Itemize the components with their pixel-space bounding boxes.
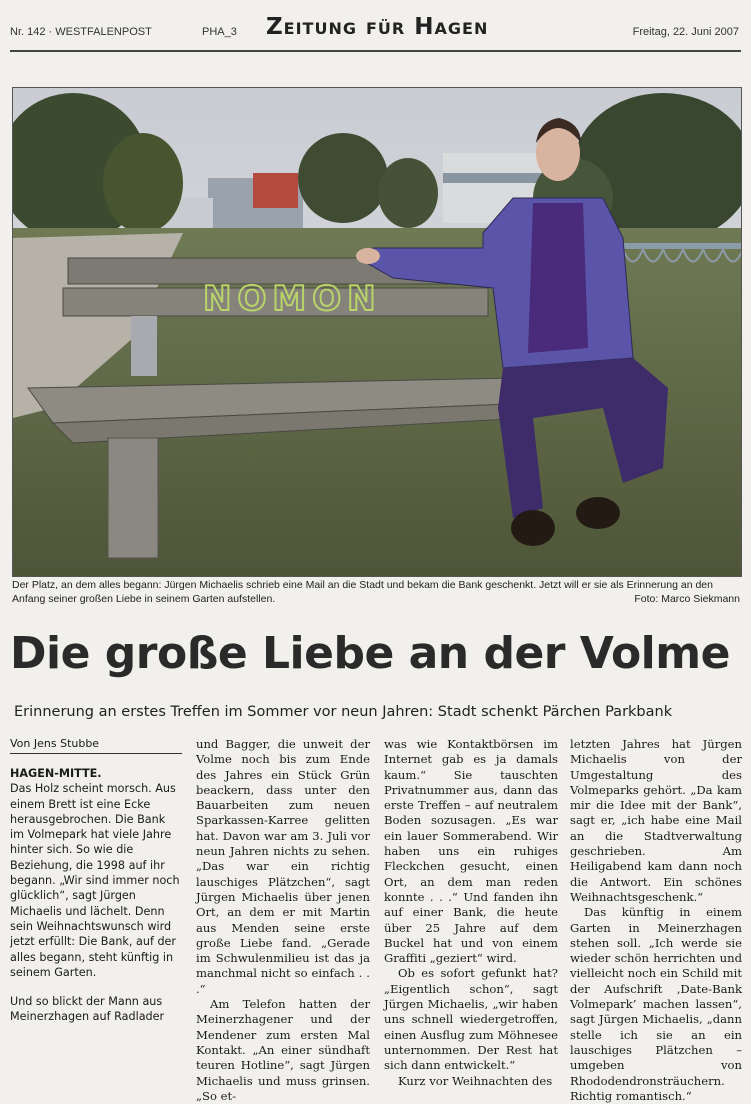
byline: Von Jens Stubbe — [10, 737, 182, 754]
article-photo — [12, 87, 742, 577]
photo-caption — [12, 578, 740, 606]
dateline: HAGEN-MITTE. — [10, 767, 102, 780]
issue-number: Nr. 142 · WESTFALENPOST — [10, 26, 152, 38]
bench-graffiti: NOMON — [203, 279, 382, 319]
paragraph: Kurz vor Weihnachten des — [398, 1073, 553, 1088]
newspaper-header — [0, 0, 751, 56]
paragraph: letzten Jahres hat Jürgen Michaelis von der Umgestaltung des Volmeparks gehört. „Da kam mir die Idee mit der Bank“, sagt er, „ich habe eine Mail an die Stadtverwaltung geschrieben. Am Heiligabend kam dann noch die Antwort. Ein schönes Weihnachtsgeschenk.“ — [570, 737, 742, 904]
caption-text: Der Platz, an dem alles begann: Jürgen Michaelis schrieb eine Mail an die Stadt und bekam die Bank geschenkt. Jetzt will er sie als Erinnerung an den Anfang seiner großen Liebe in seinem Garten aufstellen. — [12, 579, 713, 605]
paragraph: Am Telefon hatten der Meinerzhagener und der Mendener zum ersten Mal Kontakt. „An einer sündhaft teuren Hotline“, sagt Jürgen Michaelis und muss grinsen. „So et- — [196, 997, 370, 1103]
article-subheadline: Erinnerung an erstes Treffen im Sommer vor neun Jahren: Stadt schenkt Pärchen Parkbank — [14, 704, 673, 720]
article-column-1 — [10, 737, 182, 1025]
park-bench-photo — [13, 88, 741, 576]
section-title: Zeitung für Hagen — [266, 14, 489, 40]
paragraph: Das Holz scheint morsch. Aus einem Brett ist eine Ecke herausgebrochen. Die Bank im Volmepark hat viele Jahre hinter sich. So wie die Beziehung, die 1998 auf ihr begann. „Wir sind immer noch glücklich“, sagt Jürgen Michaelis und lächelt. Denn sein Weihnachtswunsch wird jetzt erfüllt: Die Bank, auf der alles begann, steht künftig in seinem Garten. — [10, 782, 180, 979]
issue-date: Freitag, 22. Juni 2007 — [632, 26, 739, 38]
paragraph: und Bagger, die unweit der Volme noch bis zum Ende des Jahres ein Stück Grün beackern, dass unter den Bauarbeiten zum neuen Sparkassen-Karree gelitten hat. Davon war am 3. Juli vor neun Jahren nichts zu sehen. „Das war ein richtig lauschiges Plätzchen“, sagt Jürgen Michaelis über jenen Ort, an dem er mit Martin aus Menden seine erste große Liebe fand. „Gerade im Schwulenmilieu ist das ja manchmal nicht so einfach . . .“ — [196, 737, 370, 996]
paragraph: Ob es sofort gefunkt hat? „Eigentlich schon“, sagt Jürgen Michaelis, „wir haben uns schnell wiedergetroffen, einen Ausflug zum Möhnesee unternommen. Der Rest hat sich dann entwickelt.“ — [384, 966, 558, 1073]
paragraph: Und so blickt der Mann aus Meinerzhagen auf Radlader — [10, 995, 165, 1024]
article-column-2 — [196, 737, 370, 1104]
photo-credit: Foto: Marco Siekmann — [634, 593, 740, 605]
article-column-3 — [384, 737, 558, 1089]
paragraph: was wie Kontaktbörsen im Internet gab es ja damals kaum.“ Sie tauschten Privatnummer aus, dann das erste Treffen – auf neutralem Boden sozusagen. „Es war ein lauer Sommerabend. Wir haben uns ein ruhiges Fleckchen gesucht, einen Ort, an dem man reden konnte . . .“ Und fanden ihn auf einer Bank, die heute über 25 Jahre auf dem Buckel hat und von einem Graffiti „geziert“ wird. — [384, 737, 558, 966]
header-rule — [10, 50, 741, 52]
article-column-4 — [570, 737, 742, 1104]
paragraph: Das künftig in einem Garten in Meinerzhagen stehen soll. „Ich werde sie wieder schön herrichten und vielleicht noch ein Schild mit der Aufschrift ‚Date-Bank Volmepark’ machen lassen“, sagt Jürgen Michaelis, „dann stelle ich sie an ein lauschiges Plätzchen – umgeben von Rhododendronsträuchern. Richtig romantisch.“ — [570, 905, 742, 1103]
article-headline: Die große Liebe an der Volme — [10, 628, 730, 679]
page-code: PHA_3 — [202, 26, 237, 38]
